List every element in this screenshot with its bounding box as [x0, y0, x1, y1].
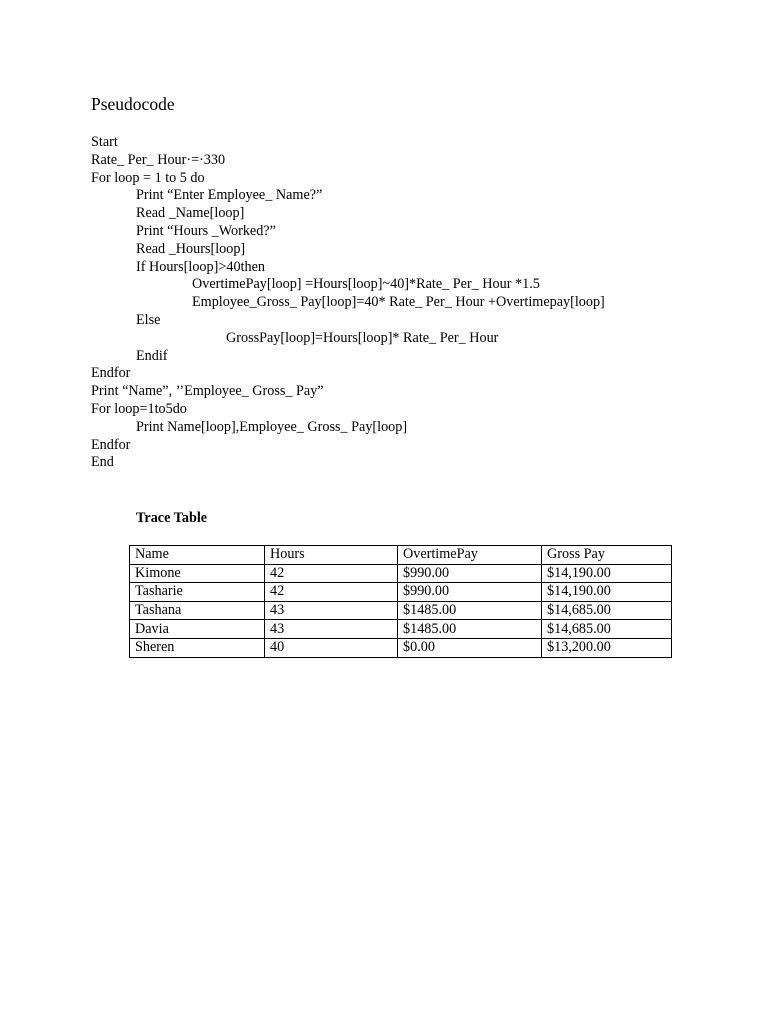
pseudocode-block: [91, 134, 731, 472]
code-line: Read _Name[loop]: [136, 205, 245, 222]
table-row: [130, 564, 672, 583]
column-header-hours: Hours: [265, 546, 398, 565]
cell-overtime-pay: $1485.00: [398, 601, 542, 620]
table-header-row: [130, 546, 672, 565]
cell-hours: 43: [265, 620, 398, 639]
column-header-gross-pay: Gross Pay: [542, 546, 672, 565]
page-title: Pseudocode: [91, 94, 175, 114]
code-line: For loop=1to5do: [91, 400, 187, 417]
cell-name: Sheren: [130, 638, 265, 657]
cell-hours: 43: [265, 601, 398, 620]
cell-overtime-pay: $990.00: [398, 564, 542, 583]
code-line: Read _Hours[loop]: [136, 240, 246, 257]
code-line: Endif: [136, 347, 168, 364]
cell-name: Davia: [130, 620, 265, 639]
code-line: GrossPay[loop]=Hours[loop]* Rate_ Per_ Hour: [226, 329, 499, 346]
code-line: Endfor: [91, 436, 131, 453]
code-line: Employee_Gross_ Pay[loop]=40* Rate_ Per_ Hour +Overtimepay[loop]: [192, 294, 605, 311]
cell-hours: 42: [265, 583, 398, 602]
code-line: If Hours[loop]>40then: [136, 258, 265, 275]
cell-overtime-pay: $990.00: [398, 583, 542, 602]
table-row: [130, 620, 672, 639]
code-line: Rate_ Per_ Hour·=·330: [91, 151, 226, 168]
cell-name: Tasharie: [130, 583, 265, 602]
cell-overtime-pay: $0.00: [398, 638, 542, 657]
table-row: [130, 638, 672, 657]
cell-gross-pay: $14,685.00: [542, 620, 672, 639]
code-line: OvertimePay[loop] =Hours[loop]~40]*Rate_ Per_ Hour *1.5: [192, 276, 540, 293]
code-line: Print “Name”, ’’Employee_ Gross_ Pay”: [91, 383, 324, 400]
code-line: Start: [91, 134, 118, 150]
trace-table-title: Trace Table: [136, 510, 208, 526]
code-line: For loop = 1 to 5 do: [91, 169, 205, 186]
cell-gross-pay: $14,190.00: [542, 564, 672, 583]
cell-hours: 42: [265, 564, 398, 583]
column-header-overtime-pay: OvertimePay: [398, 546, 542, 565]
trace-table: [129, 545, 672, 658]
code-line: Print “Enter Employee_ Name?”: [136, 187, 323, 204]
code-line: Else: [136, 311, 161, 328]
cell-gross-pay: $14,685.00: [542, 601, 672, 620]
cell-gross-pay: $14,190.00: [542, 583, 672, 602]
code-line: End: [91, 454, 114, 471]
cell-hours: 40: [265, 638, 398, 657]
code-line: Print Name[loop],Employee_ Gross_ Pay[loop]: [136, 418, 408, 435]
cell-overtime-pay: $1485.00: [398, 620, 542, 639]
code-line: Endfor: [91, 365, 131, 382]
cell-gross-pay: $13,200.00: [542, 638, 672, 657]
table-row: [130, 601, 672, 620]
cell-name: Tashana: [130, 601, 265, 620]
cell-name: Kimone: [130, 564, 265, 583]
table-row: [130, 583, 672, 602]
code-line: Print “Hours _Worked?”: [136, 222, 276, 239]
column-header-name: Name: [130, 546, 265, 565]
